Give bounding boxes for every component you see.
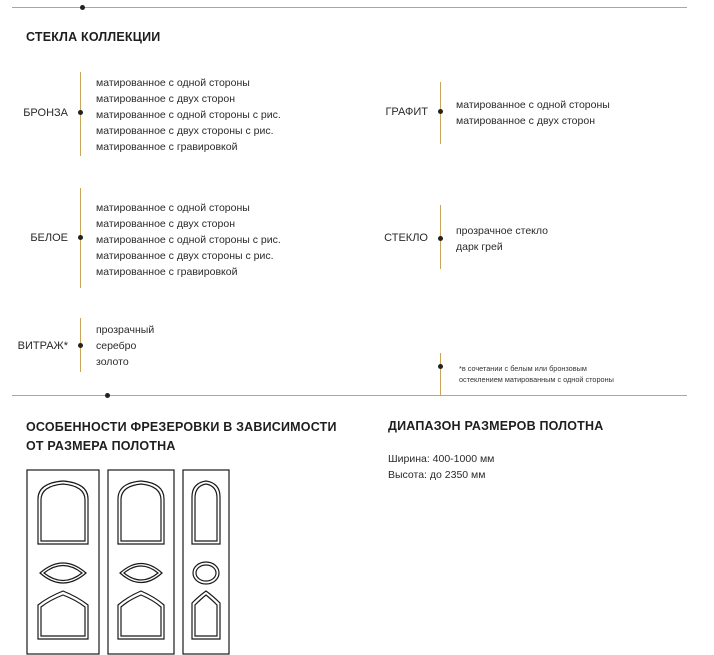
group-items-white: [96, 200, 281, 280]
list-item: серебро: [96, 340, 137, 352]
list-item: матированное с одной стороны: [96, 202, 250, 214]
sizes-title: ДИАПАЗОН РАЗМЕРОВ ПОЛОТНА: [388, 419, 604, 433]
group-label-graphite: ГРАФИТ: [385, 106, 428, 118]
list-item: матированное с двух сторон: [96, 218, 235, 230]
size-height: Высота: до 2350 мм: [388, 469, 486, 481]
group-items-bronze: [96, 75, 281, 155]
group-label-glass: СТЕКЛО: [384, 232, 428, 244]
footnote: [459, 363, 614, 385]
group-dot-graphite: [438, 109, 443, 114]
list-item: матированное с двух стороны с рис.: [96, 125, 274, 137]
group-items-glass: [456, 223, 548, 255]
milling-title: [26, 418, 337, 456]
door-drawing-wide: [27, 470, 99, 654]
list-item: прозрачный: [96, 324, 155, 336]
group-label-stained-glass: ВИТРАЖ*: [17, 340, 68, 352]
footnote-divider: [440, 353, 441, 395]
group-items-stained-glass: [96, 322, 154, 370]
top-divider-dot: [80, 5, 85, 10]
group-label-white: БЕЛОЕ: [30, 232, 68, 244]
list-item: золото: [96, 356, 129, 368]
list-item: матированное с двух сторон: [96, 93, 235, 105]
list-item: матированное с гравировкой: [96, 141, 238, 153]
group-dot-white: [78, 235, 83, 240]
top-divider: [12, 7, 687, 8]
list-item: матированное с двух сторон: [456, 115, 595, 127]
collection-title: СТЕКЛА КОЛЛЕКЦИИ: [26, 30, 161, 44]
milling-title-line: ОСОБЕННОСТИ ФРЕЗЕРОВКИ В ЗАВИСИМОСТИ: [26, 420, 337, 434]
sizes-values: [388, 451, 494, 483]
list-item: матированное с одной стороны: [456, 99, 610, 111]
size-width: Ширина: 400-1000 мм: [388, 453, 495, 465]
group-dot-bronze: [78, 110, 83, 115]
door-drawing-medium: [108, 470, 174, 654]
section-divider: [12, 395, 687, 396]
list-item: матированное с одной стороны с рис.: [96, 234, 281, 246]
section-divider-dot: [105, 393, 110, 398]
list-item: матированное с двух стороны с рис.: [96, 250, 274, 262]
group-dot-stained-glass: [78, 343, 83, 348]
footnote-dot: [438, 364, 443, 369]
door-drawing-narrow: [183, 470, 229, 654]
group-items-graphite: [456, 97, 610, 129]
list-item: матированное с гравировкой: [96, 266, 238, 278]
group-dot-glass: [438, 236, 443, 241]
milling-title-line: ОТ РАЗМЕРА ПОЛОТНА: [26, 439, 176, 453]
list-item: прозрачное стекло: [456, 225, 548, 237]
list-item: матированное с одной стороны с рис.: [96, 109, 281, 121]
footnote-line: остеклением матированным с одной стороны: [459, 375, 614, 384]
list-item: матированное с одной стороны: [96, 77, 250, 89]
group-label-bronze: БРОНЗА: [23, 107, 68, 119]
list-item: дарк грей: [456, 241, 503, 253]
door-milling-drawings: [26, 469, 256, 655]
footnote-line: *в сочетании с белым или бронзовым: [459, 364, 587, 373]
